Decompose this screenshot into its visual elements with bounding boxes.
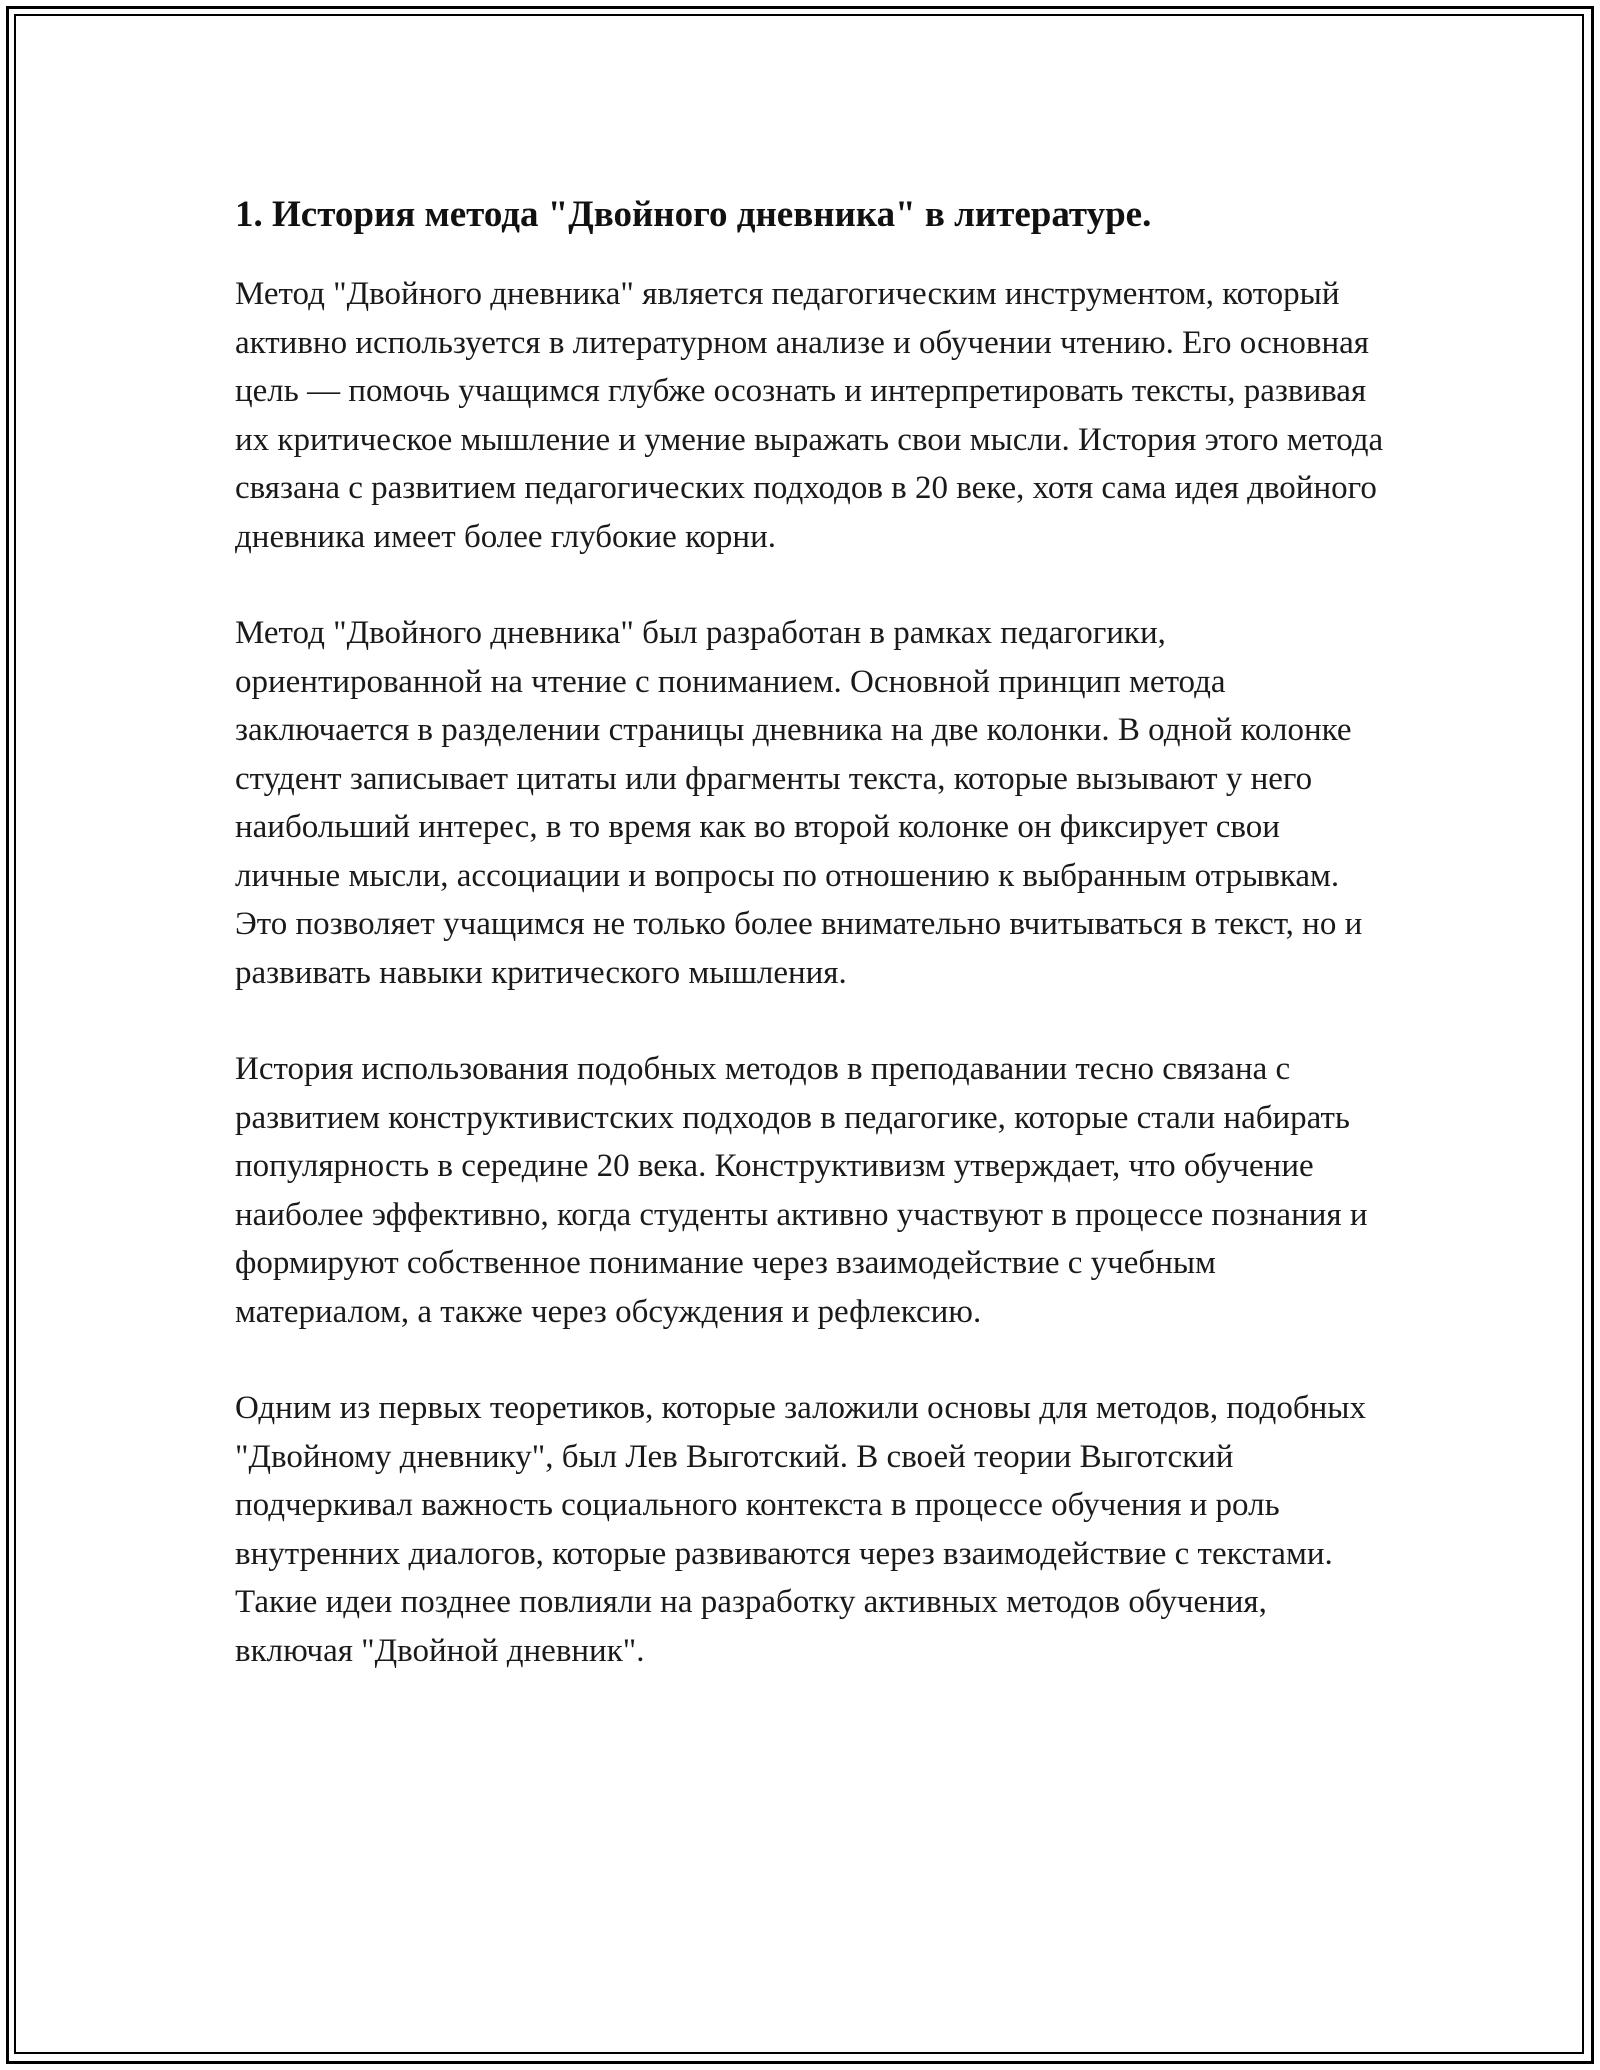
document-body bbox=[235, 186, 1385, 1723]
paragraph-1: Метод "Двойного дневника" является педагогическим инструментом, который активно используется в литературном анализе и обучении чтению. Его основная цель — помочь учащимся глубже осознать и интерпретировать тексты, развивая их критическое мышление и умение выражать свои мысли. История этого метода связана с развитием педагогических подходов в 20 веке, хотя сама идея двойного дневника имеет более глубокие корни. bbox=[235, 276, 1384, 555]
section-heading: 1. История метода "Двойного дневника" в литературе. bbox=[235, 194, 1152, 235]
paragraph-3: История использования подобных методов в преподавании тесно связана с развитием конструктивистских подходов в педагогике, которые стали набирать популярность в середине 20 века. Конструктивизм утверждает, что обучение наиболее эффективно, когда студенты активно участвуют в процессе познания и формируют собственное понимание через взаимодействие с учебным материалом, а также через обсуждения и рефлексию. bbox=[235, 1051, 1368, 1330]
paragraph-2: Метод "Двойного дневника" был разработан в рамках педагогики, ориентированной на чтение с пониманием. Основной принцип метода заключается в разделении страницы дневника на две колонки. В одной колонке студент записывает цитаты или фрагменты текста, которые вызывают у него наибольший интерес, в то время как во второй колонке он фиксирует свои личные мысли, ассоциации и вопросы по отношению к выбранным отрывкам. Это позволяет учащимся не только более внимательно вчитываться в текст, но и развивать навыки критического мышления. bbox=[235, 615, 1363, 991]
paragraph-4: Одним из первых теоретиков, которые заложили основы для методов, подобных "Двойному дневнику", был Лев Выготский. В своей теории Выготский подчеркивал важность социального контекста в процессе обучения и роль внутренних диалогов, которые развиваются через взаимодействие с текстами. Такие идеи позднее повлияли на разработку активных методов обучения, включая "Двойной дневник". bbox=[235, 1390, 1366, 1669]
